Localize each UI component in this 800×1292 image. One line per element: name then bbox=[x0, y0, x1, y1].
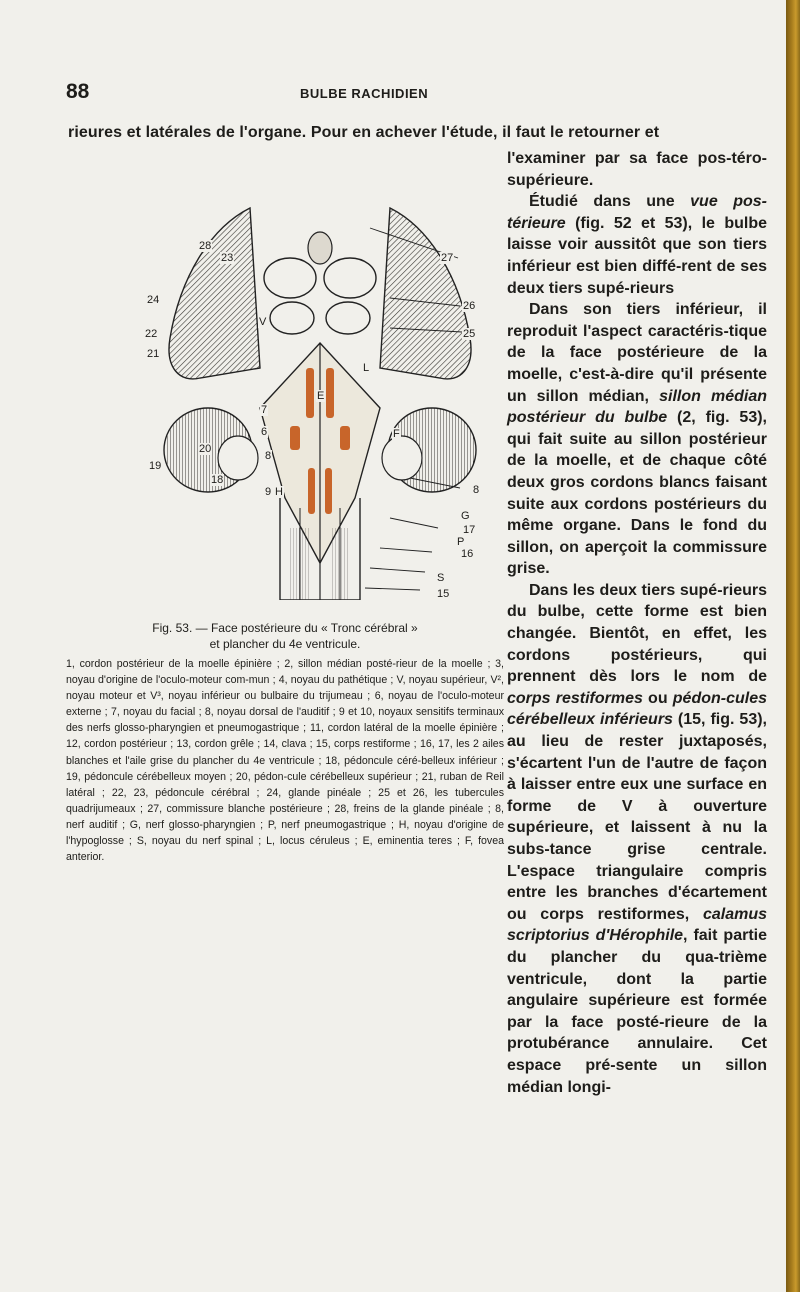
left-superior-colliculus bbox=[264, 258, 316, 298]
italic-term: sillon médian postérieur du bulbe bbox=[507, 387, 767, 427]
fig-label-e: E bbox=[317, 390, 325, 402]
italic-term: vue pos-térieure bbox=[507, 193, 767, 232]
fig-label-25: 25 bbox=[463, 328, 476, 340]
nucleus-left-lower bbox=[290, 426, 300, 450]
left-inferior-colliculus bbox=[270, 302, 314, 334]
italic-term: calamus scriptorius d'Hérophile bbox=[507, 905, 767, 945]
fig-label-8: 8 bbox=[473, 484, 480, 496]
fig-label-7: 7 bbox=[261, 404, 268, 416]
fig-label-28: 28 bbox=[199, 240, 212, 252]
fig-label-8-inner: 8 bbox=[265, 450, 272, 462]
fig-label-19: 19 bbox=[149, 460, 162, 472]
hypoglossal-nucleus-right bbox=[325, 468, 332, 514]
fig-label-24: 24 bbox=[147, 294, 160, 306]
paragraph-2 bbox=[507, 191, 767, 299]
fig-label-s: S bbox=[437, 572, 445, 584]
fig-label-6: 6 bbox=[261, 426, 268, 438]
fig-label-l: L bbox=[363, 362, 370, 374]
italic-term: corps restiformes bbox=[507, 689, 643, 707]
caption-line-1: Fig. 53. — Face postérieure du « Tronc cérébral » bbox=[152, 621, 418, 635]
fig-label-22: 22 bbox=[145, 328, 158, 340]
nucleus-right-column bbox=[326, 368, 334, 418]
text-run: (2, fig. 53), qui fait suite au sillon postérieur de la moelle, et de chaque côté deux gros cordons blancs faisant suite aux cordons postérieurs du même organe. Dans le fond du sillon, on aperçoit la commissure grise. bbox=[507, 409, 768, 578]
fig-label-18: 18 bbox=[211, 474, 224, 486]
fig-label-26: 26 bbox=[463, 300, 476, 312]
right-inferior-peduncle bbox=[382, 436, 422, 480]
text-run: ou bbox=[642, 689, 673, 707]
right-gracile-column bbox=[330, 528, 350, 600]
fig-label-g: G bbox=[461, 510, 470, 522]
nucleus-right-lower bbox=[340, 426, 350, 450]
anatomical-figure bbox=[140, 168, 500, 600]
fig-label-21: 21 bbox=[147, 348, 160, 360]
caption-line-2: et plancher du 4e ventricule. bbox=[209, 637, 361, 651]
body-text-column bbox=[507, 148, 767, 1098]
text-run: Étudié dans une bbox=[529, 193, 691, 211]
text-run: (fig. 52 et 53), le bulbe laisse voir aussitôt que son tiers inférieur est bien diffé-rent de ses deux tiers supé-rieurs bbox=[507, 214, 767, 297]
text-run: Dans son tiers inférieur, il reproduit l'aspect caractéris-tique de la face postérieure de la moelle, c'est-à-dire qu'il présente un sillon médian, bbox=[507, 301, 767, 405]
text-run: , fait partie du plancher du qua-trième ventricule, dont la partie angulaire supérieure est formée par la face posté-rieure de la protubérance annulaire. Cet espace pré-sente un sillon médian longi- bbox=[507, 927, 767, 1096]
paragraph-1: l'examiner par sa face pos-téro-supérieure. bbox=[507, 150, 767, 189]
fig-label-17: 17 bbox=[463, 524, 476, 536]
nucleus-left-column bbox=[306, 368, 314, 418]
right-peduncle-shape bbox=[380, 208, 471, 379]
fig-label-27: 27 bbox=[441, 252, 454, 264]
paragraph-4 bbox=[507, 580, 767, 1098]
page-number: 88 bbox=[66, 80, 90, 103]
fig-label-15: 15 bbox=[437, 588, 450, 600]
figure-legend: 1, cordon postérieur de la moelle épinière ; 2, sillon médian posté-rieur de la moelle ; 3, noyau d'origine de l'oculo-moteur com-mun ; 4, noyau du pathétique ; V, noyau supérieur, V², noyau moteur et V³, noyau inférieur ou bulbaire du trijumeau ; 6, noyau de l'oculo-moteur externe ; 7, noyau du facial ; 8, noyau dorsal de l'auditif ; 9 et 10, noyaux sensitifs terminaux des nerfs glosso-pharyngien et pneumogastrique ; 11, cordon latéral de la moelle épinière ; 12, cordon postérieur ; 13, cordon grêle ; 14, clava ; 15, corps restiforme ; 16, 17, les 2 ailes blanches et l'aile grise du plancher du 4e ventricule ; 18, pédoncule céré-belleux inférieur ; 19, pédoncule cérébelleux moyen ; 20, pédon-cule cérébelleux supérieur ; 21, ruban de Reil latéral ; 22, 23, pédoncule cérébral ; 24, glande pinéale ; 25 et 26, les tubercules quadrijumeaux ; 27, commissure blanche postérieure ; 28, freins de la glande pinéale ; 8, nerf auditif ; G, nerf glosso-pharyngien ; P, nerf pneumogastrique ; H, noyau d'origine de l'hypoglosse ; S, noyau du nerf spinal ; L, locus céruleus ; E, eminentia teres ; F, fovea anterior. bbox=[66, 658, 504, 864]
hypoglossal-nucleus-left bbox=[308, 468, 315, 514]
left-gracile-column bbox=[290, 528, 310, 600]
fig-label-p: P bbox=[457, 536, 465, 548]
italic-term: pédon-cules cérébelleux inférieurs bbox=[507, 689, 767, 729]
right-inferior-colliculus bbox=[326, 302, 370, 334]
brainstem-illustration bbox=[140, 168, 500, 600]
paragraph-3 bbox=[507, 299, 767, 580]
fig-label-v: V bbox=[259, 316, 267, 328]
fig-label-16: 16 bbox=[461, 548, 474, 560]
left-peduncle-shape bbox=[169, 208, 260, 379]
first-text-line: rieures et latérales de l'organe. Pour en achever l'étude, il faut le retourner et bbox=[68, 124, 660, 141]
fig-label-20: 20 bbox=[199, 443, 212, 455]
pineal-gland bbox=[308, 232, 332, 264]
text-run: Dans les deux tiers supé-rieurs du bulbe, cette forme est bien changée. Bientôt, en effet, les cordons postérieurs, qui prennent dès lors le nom de bbox=[507, 581, 767, 686]
figure-caption-title bbox=[66, 620, 504, 652]
running-head: BULBE RACHIDIEN bbox=[300, 86, 429, 101]
fig-label-f: F bbox=[393, 428, 400, 440]
right-superior-colliculus bbox=[324, 258, 376, 298]
fig-label-h: H bbox=[275, 486, 283, 498]
fig-label-23: 23 bbox=[221, 252, 234, 264]
gilt-page-edge bbox=[786, 0, 800, 1292]
text-run: (15, fig. 53), au lieu de rester juxtaposés, s'écartent l'un de l'autre de façon à laisser entre eux une surface en forme de V à ouverture supérieure, et laissent à nu la subs-tance grise centrale. L'espace triangulaire compris entre les branches d'écartement ou corps restiformes, bbox=[507, 711, 768, 923]
fig-label-9: 9 bbox=[265, 486, 272, 498]
